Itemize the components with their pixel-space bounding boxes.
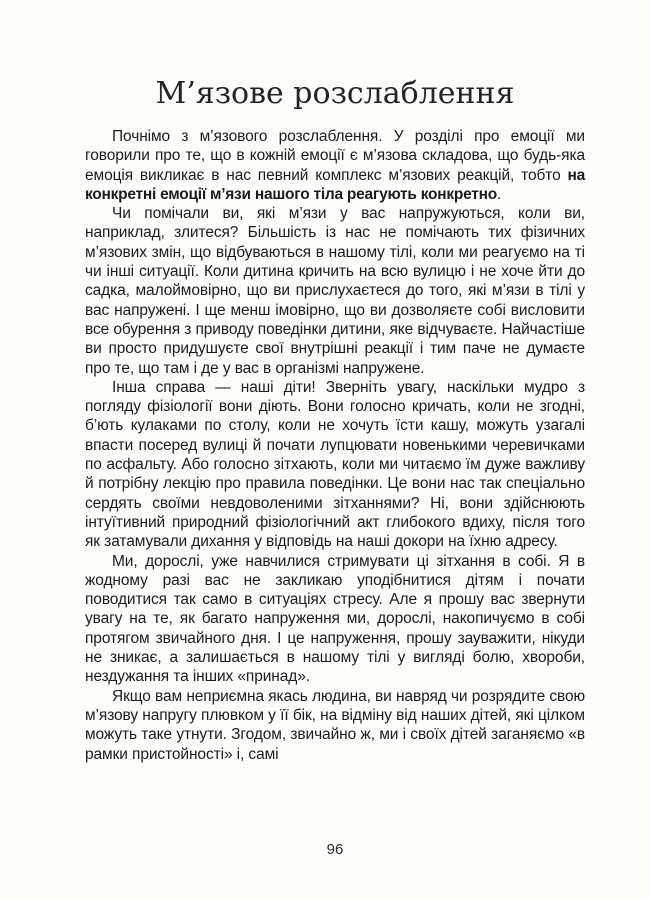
text-segment: Почнімо з м’язового розслаблення. У розділі про емоції ми говорили про те, що в кожній емоції є м’язова складова, що будь-яка емоція викликає в нас певний комплекс м’язових реакцій, тобто bbox=[85, 128, 585, 184]
bold-emphasis: на конкретні емоції м’язи нашого тіла реагують конкретно bbox=[85, 166, 585, 203]
paragraph bbox=[85, 552, 585, 687]
page-body bbox=[85, 127, 585, 764]
text-segment: Інша справа — наші діти! Зверніть увагу, наскільки мудро з погляду фізіології вони діють. Вони голосно кричать, коли не згодні, б’ють кулаками по столу, коли не хочуть їсти кашу, можуть узагалі впасти посеред вулиці й почати лупцювати новенькими черевичками по асфальту. Або голосно зітхають, коли ми читаємо їм дуже важливу й потрібну лекцію про правила поведінки. Це вони нас так спеціально сердять своїми невдоволеними зітханнями? Ні, вони здійснюють інтуїтивний природний фізіологічний акт глибокого вдиху, після того як затамували дихання у відповідь на наші докори на їхню адресу. bbox=[85, 378, 585, 551]
text-block bbox=[85, 74, 585, 764]
text-segment: Чи помічали ви, які м’язи у вас напружуються, коли ви, наприклад, злитеся? Більшість із нас не помічають тих фізичних м’язових змін, що відбуваються в нашому тілі, коли ми реагуємо на ті чи інші ситуації. Коли дитина кричить на всю вулицю і не хоче йти до садка, малоймовірно, що ви прислухаєтеся до того, які м’язи в тілі у вас напружені. І ще менш імовірно, що ви дозволяєте собі висловити все обурення з приводу поведінки дитини, яке відчуваєте. Найчастіше ви просто придушуєте свої внутрішні реакції і тим паче не думаєте про те, що там і де у вас в організмі напружене. bbox=[85, 205, 585, 377]
paragraph bbox=[85, 687, 585, 764]
page-title: М’язове розслаблення bbox=[155, 76, 515, 111]
text-segment: Якщо вам неприємна якась людина, ви навряд чи розрядите свою м’язову напругу плювком у її бік, на відміну від наших дітей, які цілком можуть таке утнути. Згодом, звичайно ж, ми і своїх дітей заганяємо «в рамки пристойності» і, самі bbox=[85, 687, 585, 763]
paragraph bbox=[85, 127, 585, 204]
text-segment: . bbox=[496, 185, 502, 203]
page-number: 96 bbox=[326, 841, 344, 858]
paragraph bbox=[85, 204, 585, 378]
paragraph bbox=[85, 378, 585, 552]
text-segment: Ми, дорослі, уже навчилися стримувати ці зітхання в собі. Я в жодному разі вас не закликаю уподібнитися дітям і почати поводитися так само в ситуаціях стресу. Але я прошу вас звернути увагу на те, як багато напруження ми, дорослі, накопичуємо в собі протягом звичайного дня. І це напруження, прошу зауважити, нікуди не зникає, а залишається в нашому тілі у вигляді болю, хвороби, нездужання та інших «принад». bbox=[85, 552, 585, 686]
